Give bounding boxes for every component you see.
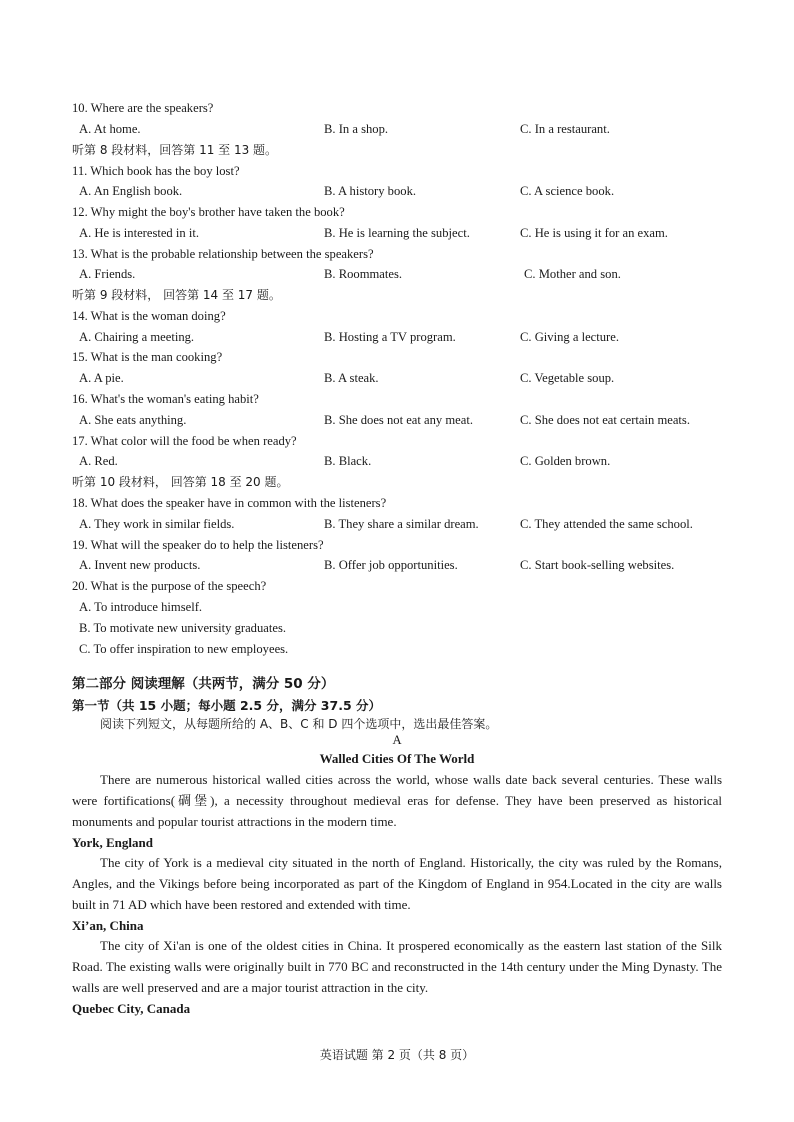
page-footer: 英语试题 第 2 页（共 8 页） xyxy=(319,1048,475,1062)
reading-directions: 阅读下列短文，从每题所给的 A、B、C 和 D 四个选项中，选出最佳答案。 xyxy=(100,717,498,731)
city-paragraph-xian: The city of Xi'an is one of the oldest cities in China. It prospered economically as the eastern last station of the Silk Road. The existing walls were originally built in 770 BC and reconstructed in the 14th century under the Ming Dynasty. The walls are well preserved and are a major tourist attraction in the city. xyxy=(72,938,722,995)
option-b: B. A steak. xyxy=(324,371,379,385)
option-c: C. He is using it for an exam. xyxy=(520,226,668,240)
option-a: A. A pie. xyxy=(79,371,124,385)
instruction-section-8: 听第 8 段材料，回答第 11 至 13 题。 xyxy=(72,143,278,157)
option-c: C. She does not eat certain meats. xyxy=(520,413,690,427)
option-b: B. Hosting a TV program. xyxy=(324,330,456,344)
city-heading-xian: Xi’an, China xyxy=(72,918,144,933)
instruction-section-9: 听第 9 段材料， 回答第 14 至 17 题。 xyxy=(72,288,281,302)
option-c: C. In a restaurant. xyxy=(520,122,610,136)
question-14: 14. What is the woman doing? xyxy=(72,309,226,323)
question-11: 11. Which book has the boy lost? xyxy=(72,164,240,178)
option-a: A. Invent new products. xyxy=(79,558,201,572)
option-b: B. To motivate new university graduates. xyxy=(79,621,286,635)
passage-title: Walled Cities Of The World xyxy=(319,751,475,766)
option-c: C. Start book-selling websites. xyxy=(520,558,675,572)
question-17: 17. What color will the food be when ready? xyxy=(72,434,297,448)
question-10: 10. Where are the speakers? xyxy=(72,101,214,115)
option-b: B. She does not eat any meat. xyxy=(324,413,473,427)
city-heading-quebec: Quebec City, Canada xyxy=(72,1001,191,1016)
option-c: C. Giving a lecture. xyxy=(520,330,619,344)
option-a: A. At home. xyxy=(79,122,141,136)
question-13: 13. What is the probable relationship between the speakers? xyxy=(72,247,374,261)
option-a: A. She eats anything. xyxy=(79,413,187,427)
option-b: B. He is learning the subject. xyxy=(324,226,470,240)
option-a: A. To introduce himself. xyxy=(79,600,203,614)
option-a: A. He is interested in it. xyxy=(79,226,199,240)
question-15: 15. What is the man cooking? xyxy=(72,350,223,364)
option-c: C. Vegetable soup. xyxy=(520,371,615,385)
question-19: 19. What will the speaker do to help the listeners? xyxy=(72,538,324,552)
option-c: C. Mother and son. xyxy=(524,267,621,281)
option-b: B. They share a similar dream. xyxy=(324,517,479,531)
option-c: C. They attended the same school. xyxy=(520,517,693,531)
question-12: 12. Why might the boy's brother have taken the book? xyxy=(72,205,345,219)
option-a: A. An English book. xyxy=(79,184,183,198)
option-b: B. Roommates. xyxy=(324,267,403,281)
option-b: B. Offer job opportunities. xyxy=(324,558,458,572)
instruction-section-10: 听第 10 段材料， 回答第 18 至 20 题。 xyxy=(72,475,289,489)
question-16: 16. What's the woman's eating habit? xyxy=(72,392,259,406)
section-one-heading: 第一节（共 15 小题；每小题 2.5 分，满分 37.5 分） xyxy=(72,698,381,713)
passage-label: A xyxy=(392,733,402,747)
question-18: 18. What does the speaker have in common with the listeners? xyxy=(72,496,387,510)
city-heading-york: York, England xyxy=(72,835,153,850)
option-b: B. Black. xyxy=(324,454,372,468)
option-b: B. In a shop. xyxy=(324,122,389,136)
option-c: C. To offer inspiration to new employees. xyxy=(79,642,289,656)
option-a: A. Friends. xyxy=(79,267,136,281)
option-c: C. Golden brown. xyxy=(520,454,611,468)
option-b: B. A history book. xyxy=(324,184,417,198)
option-c: C. A science book. xyxy=(520,184,615,198)
passage-intro: There are numerous historical walled cities across the world, whose walls date back several centuries. These walls were fortifications(碉堡), a necessity throughout medieval eras for defense. They have been preserved as historical monuments and popular tourist attractions in the modern time. xyxy=(72,772,722,829)
option-a: A. Red. xyxy=(79,454,118,468)
question-20: 20. What is the purpose of the speech? xyxy=(72,579,267,593)
part-two-heading: 第二部分 阅读理解（共两节，满分 50 分） xyxy=(72,676,335,692)
city-paragraph-york: The city of York is a medieval city situated in the north of England. Historically, the city was ruled by the Romans, Angles, and the Vikings before being incorporated as part of the Kingdom of England in 954.Located in the city are walls built in 71 AD which have been restored and extended with time. xyxy=(72,855,722,912)
option-a: A. They work in similar fields. xyxy=(79,517,235,531)
option-a: A. Chairing a meeting. xyxy=(79,330,195,344)
